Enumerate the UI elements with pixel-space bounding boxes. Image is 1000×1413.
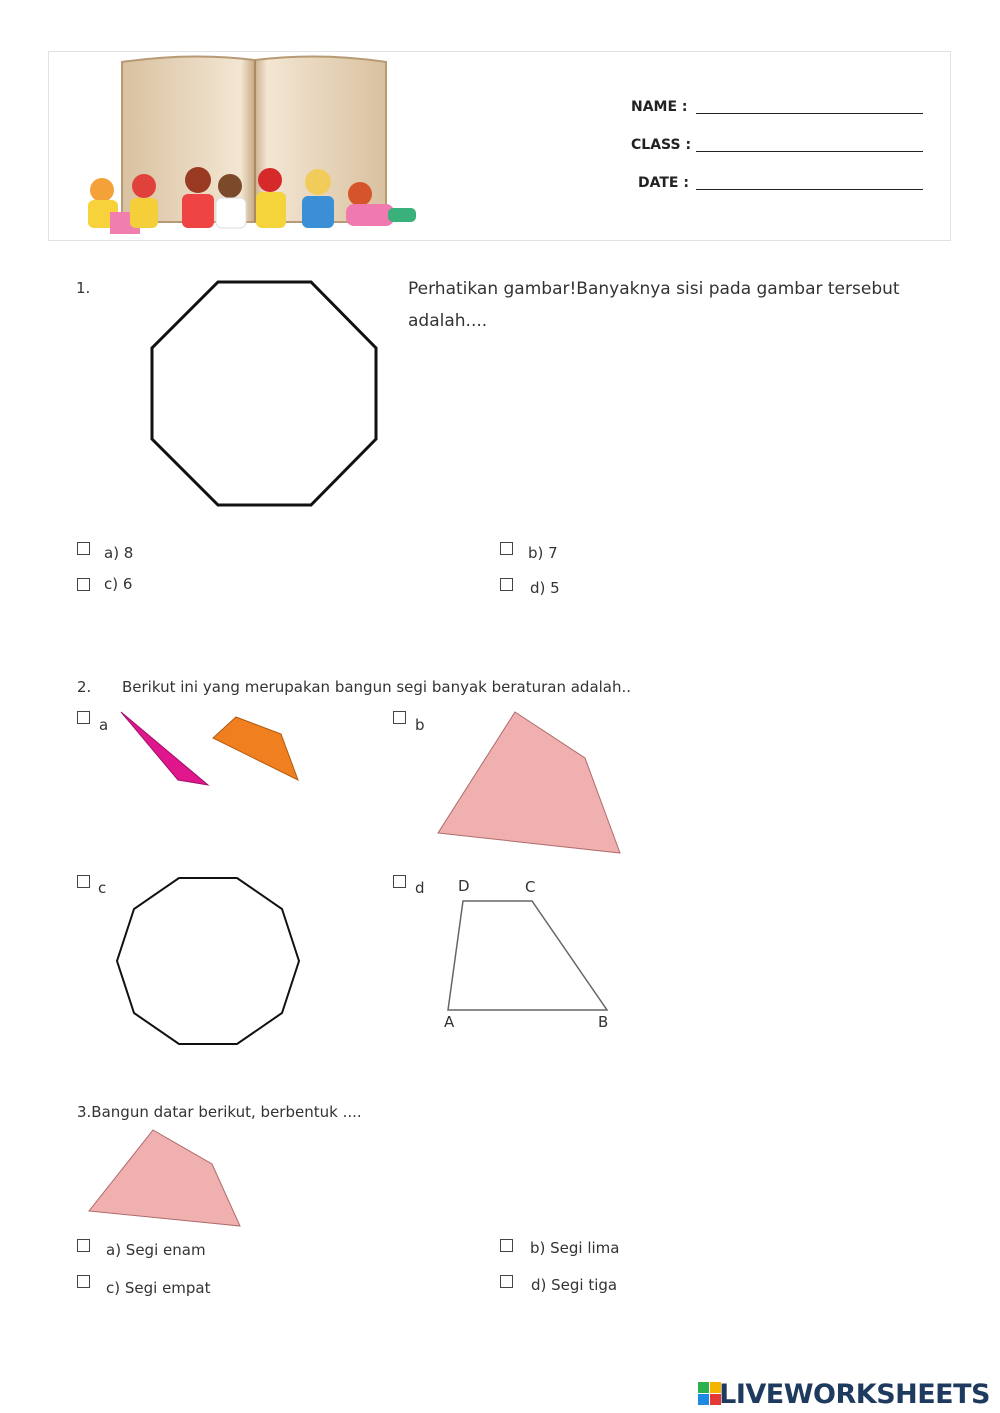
q3-option-b-label: b) Segi lima [530,1239,620,1257]
q2-option-b-label: b [415,716,425,734]
date-label: DATE : [638,175,689,191]
header-illustration [70,52,425,242]
q2-number: 2. [77,678,92,696]
magenta-triangle-shape [121,712,208,785]
q2-option-d-trapezoid-shape [440,895,615,1020]
q3-option-d-label: d) Segi tiga [531,1276,618,1294]
q2-option-a-shapes [118,710,308,790]
q2-option-a-label: a [99,716,109,734]
q2-option-c-checkbox[interactable] [77,875,90,888]
q3-option-a-label: a) Segi enam [106,1241,206,1259]
q1-option-b-label: b) 7 [528,544,558,562]
q3-quadrilateral-shape [86,1128,246,1230]
q1-option-d-checkbox[interactable] [500,578,513,591]
q2-option-d-label: d [415,879,425,897]
liveworksheets-logo-text[interactable]: LIVEWORKSHEETS [719,1379,990,1410]
q2-option-d-checkbox[interactable] [393,875,406,888]
q2-option-a-checkbox[interactable] [77,711,90,724]
q2-option-b-pentagon-shape [435,710,625,860]
orange-quadrilateral-shape [213,717,298,780]
octagon-shape [150,280,380,508]
q1-question-line2: adalah.... [408,311,488,331]
q3-option-c-label: c) Segi empat [106,1279,211,1297]
q1-option-a-label: a) 8 [104,544,134,562]
trapezoid-label-a: A [444,1013,455,1031]
q1-option-c-label: c) 6 [104,575,133,593]
q1-option-c-checkbox[interactable] [77,578,90,591]
q2-option-b-checkbox[interactable] [393,711,406,724]
date-field[interactable] [696,189,923,190]
name-label: NAME : [631,99,688,115]
q1-option-b-checkbox[interactable] [500,542,513,555]
q3-option-d-checkbox[interactable] [500,1275,513,1288]
class-label: CLASS : [631,137,692,153]
trapezoid-label-b: B [598,1013,609,1031]
q3-option-c-checkbox[interactable] [77,1275,90,1288]
q1-question-line1: Perhatikan gambar!Banyaknya sisi pada gambar tersebut [408,279,900,299]
q3-option-b-checkbox[interactable] [500,1239,513,1252]
q2-option-c-label: c [98,879,107,897]
name-field[interactable] [696,113,923,114]
q2-option-c-decagon-shape [115,876,303,1046]
q1-option-a-checkbox[interactable] [77,542,90,555]
trapezoid-label-c: C [525,878,536,896]
q1-option-d-label: d) 5 [530,579,560,597]
trapezoid-label-d: D [458,877,470,895]
q3-option-a-checkbox[interactable] [77,1239,90,1252]
class-field[interactable] [696,151,923,152]
q1-number: 1. [76,279,91,297]
q2-question: Berikut ini yang merupakan bangun segi banyak beraturan adalah.. [122,678,632,696]
open-book-icon [122,56,386,222]
q3-question: 3.Bangun datar berikut, berbentuk .... [77,1103,362,1121]
